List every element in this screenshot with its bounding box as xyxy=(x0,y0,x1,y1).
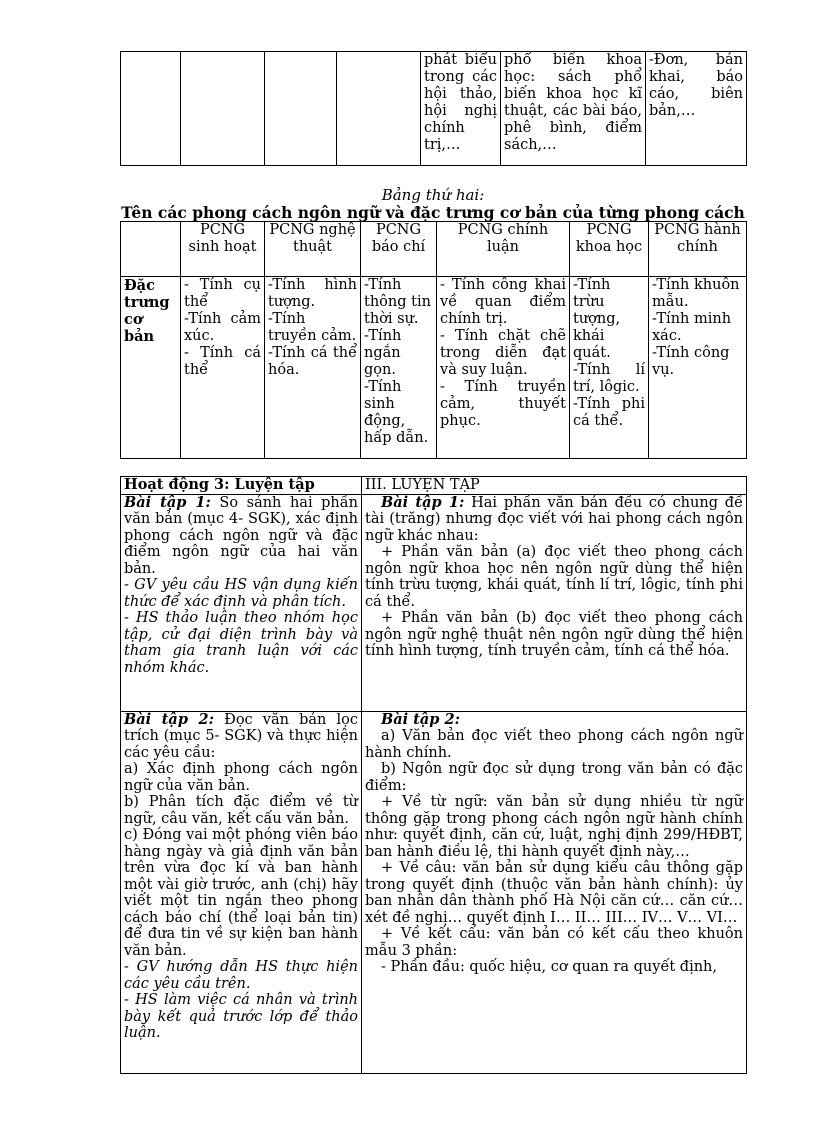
answer-paragraph: + Về từ ngữ: văn bản sử dụng nhiều từ ngữ thông gặp trong phong cách ngôn ngữ hành chính như: quyết định, căn cứ, luật, nghị định 299/HĐBT, ban hành điều lệ, thi hành quyết định này,… xyxy=(365,794,743,860)
table-cell xyxy=(649,277,747,459)
cell-line: -Tính truyền cảm. xyxy=(268,311,357,344)
student-note: - HS làm việc cá nhân và trình bày kết quả trước lớp để thảo luận. xyxy=(124,992,358,1041)
empty-cell xyxy=(121,52,181,166)
answer-paragraph: + Về câu: văn bản sử dụng kiểu câu thông gặp trong quyết định (thuộc văn bản hành chính): ủy ban nhân dân thành phố Hà Nội căn cứ… căn cứ… xét đề nghị… quyết định I… II… III… IV… V… VI… xyxy=(365,860,743,926)
cell-line: -Tính phi cá thể. xyxy=(573,396,645,429)
teacher-note: - GV yêu cầu HS vận dụng kiến thức để xác định và phân tích. xyxy=(124,577,358,610)
task-item: a) Xác định phong cách ngôn ngữ của văn bản. xyxy=(124,761,358,794)
column-header: PCNG khoa học xyxy=(570,222,649,277)
activity-heading: Hoạt động 3: Luyện tập xyxy=(121,477,362,495)
exercise-label: Bài tập 2: xyxy=(124,711,214,728)
empty-header-cell xyxy=(121,222,181,277)
table-style-features xyxy=(120,221,747,459)
exercise-text: So sánh hai phần văn bản (mục 4- SGK), xác định phong cách ngôn ngữ và đặc điểm ngôn ngữ của hai văn bản. xyxy=(124,494,358,577)
answer-paragraph: a) Văn bản đọc viết theo phong cách ngôn ngữ hành chính. xyxy=(365,728,743,761)
cell-line: - Tính chặt chẽ trong diễn đạt và suy luận. xyxy=(440,328,566,378)
cell-line: - Tính cá thể xyxy=(184,345,261,378)
exercise-text: Hai phần văn bản đều có chung đề tài (trăng) nhưng đọc viết với hai phong cách ngôn ngữ khác nhau: xyxy=(365,494,743,544)
table-text-types xyxy=(120,51,747,166)
cell-line: - Tính cụ thể xyxy=(184,277,261,310)
table-cell: phổ biến khoa học: sách phổ biến khoa học kĩ thuật, các bài báo, phê bình, điểm sách,… xyxy=(501,52,646,166)
answer-paragraph: - Phần đầu: quốc hiệu, cơ quan ra quyết định, xyxy=(381,959,718,975)
exercise-label: Bài tập 1: xyxy=(381,494,465,511)
table-cell xyxy=(570,277,649,459)
exercise-2-task xyxy=(121,711,362,1073)
cell-line: - Tính truyền cảm, thuyết phục. xyxy=(440,379,566,429)
cell-line: -Tính công vụ. xyxy=(652,345,730,378)
exercise-2-answer xyxy=(362,711,747,1073)
cell-line: -Tính thông tin thời sự. xyxy=(364,277,431,327)
row-header: Đặc trưng cơ bản xyxy=(121,277,181,459)
table-cell xyxy=(265,277,361,459)
exercise-1-task xyxy=(121,494,362,711)
section-heading: III. LUYỆN TẬP xyxy=(362,477,747,495)
exercise-1-answer xyxy=(362,494,747,711)
table-subtitle: Bảng thứ hai: xyxy=(381,186,485,204)
column-header: PCNG sinh hoạt xyxy=(181,222,265,277)
empty-cell xyxy=(265,52,337,166)
cell-line: - Tính công khai về quan điểm chính trị. xyxy=(440,277,566,327)
answer-paragraph: + Về kết cấu: văn bản có kết cấu theo khuôn mẫu 3 phần: xyxy=(365,926,743,959)
table-cell xyxy=(181,277,265,459)
table-practice xyxy=(120,476,747,1074)
exercise-label: Bài tập 2: xyxy=(381,711,460,728)
table-cell xyxy=(437,277,570,459)
task-item: c) Đóng vai một phóng viên báo hàng ngày và giả định văn bản trên vừa đọc kí và ban hành một vài giờ trước, anh (chị) hãy viết một tin ngắn theo phong cách báo chí (thể loại bản tin) để đưa tin về sự kiện ban hành văn bản. xyxy=(124,827,358,959)
table-cell: phát biểu trong các hội thảo, hội nghị chính trị,… xyxy=(421,52,501,166)
column-header: PCNG báo chí xyxy=(361,222,437,277)
cell-line: -Tính hình tượng. xyxy=(268,277,357,310)
column-header: PCNG chính luận xyxy=(437,222,570,277)
exercise-label: Bài tập 1: xyxy=(124,494,211,511)
exercise-text: Đọc văn bản lọc trích (mục 5- SGK) và thực hiện các yêu cầu: xyxy=(124,711,358,761)
table-cell xyxy=(361,277,437,459)
column-header: PCNG nghệ thuật xyxy=(265,222,361,277)
cell-line: -Tính cá thể hóa. xyxy=(268,345,357,378)
answer-paragraph: b) Ngôn ngữ đọc sử dụng trong văn bản có đặc điểm: xyxy=(365,761,743,794)
task-item: b) Phân tích đặc điểm về từ ngữ, câu văn, kết cấu văn bản. xyxy=(124,794,358,827)
empty-cell xyxy=(181,52,265,166)
empty-cell xyxy=(337,52,421,166)
table-cell: -Đơn, bản khai, báo cáo, biên bản,… xyxy=(646,52,747,166)
answer-paragraph: + Phần văn bản (b) đọc viết theo phong cách ngôn ngữ nghệ thuật nên ngôn ngữ dùng thể hiện tính hình tượng, tính truyền cảm, tính cá thể hóa. xyxy=(365,610,743,659)
answer-paragraph: + Phần văn bản (a) đọc viết theo phong cách ngôn ngữ khoa học nên ngôn ngữ dùng thể hiện tính trừu tượng, khái quát, tính lí trí, lôgic, tính phi cá thể. xyxy=(365,544,743,610)
cell-line: -Tính sinh động, hấp dẫn. xyxy=(364,379,429,446)
student-note: - HS thảo luận theo nhóm học tập, cử đại diện trình bày và tham gia tranh luận với các nhóm khác. xyxy=(124,610,358,676)
cell-line: -Tính cảm xúc. xyxy=(184,311,261,344)
column-header: PCNG hành chính xyxy=(649,222,747,277)
cell-line: -Tính khuôn mẫu. xyxy=(652,277,740,310)
cell-line: -Tính ngắn gọn. xyxy=(364,328,402,378)
teacher-note: - GV hướng dẫn HS thực hiện các yêu cầu trên. xyxy=(124,959,358,992)
table-title: Tên các phong cách ngôn ngữ và đặc trưng cơ bản của từng phong cách xyxy=(121,203,745,222)
cell-line: -Tính trừu tượng, khái quát. xyxy=(573,277,621,361)
cell-line: -Tính lí trí, lôgic. xyxy=(573,362,645,395)
cell-line: -Tính minh xác. xyxy=(652,311,732,344)
